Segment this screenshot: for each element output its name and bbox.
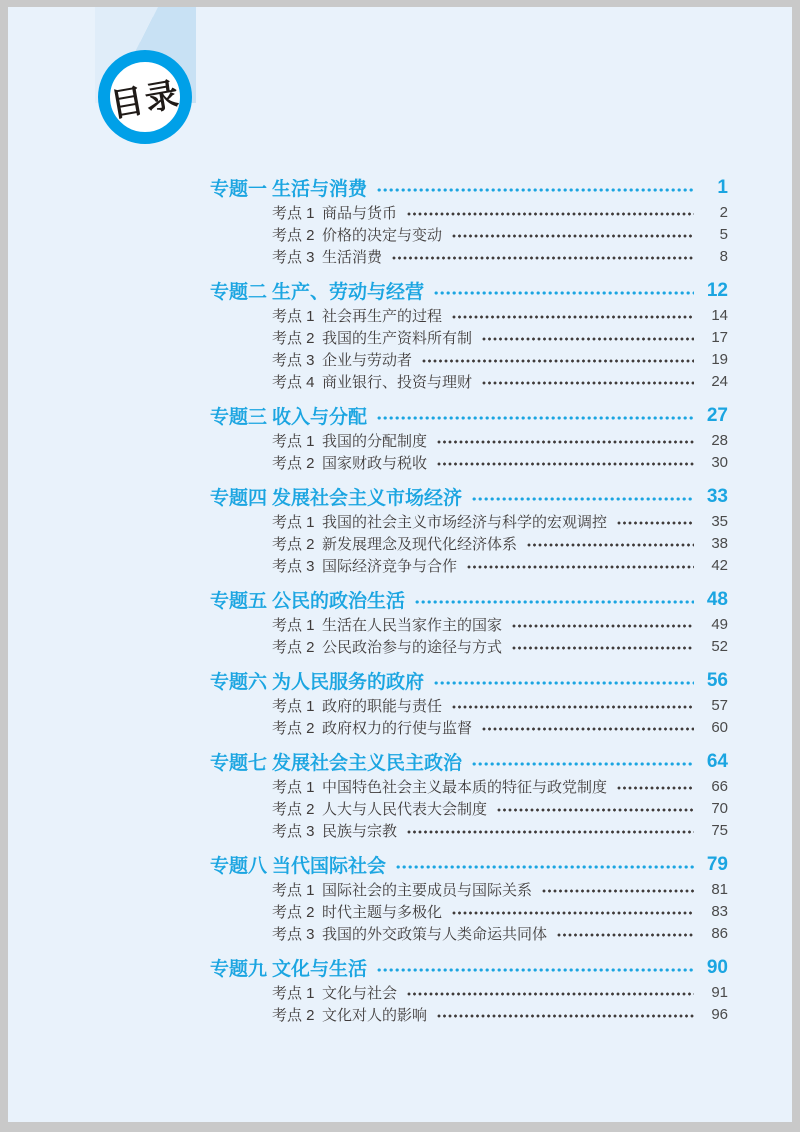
- item-title: 国际经济竞争与合作: [322, 557, 458, 575]
- item-page-number: 8: [719, 247, 728, 265]
- item-title: 价格的决定与变动: [322, 226, 443, 244]
- toc-item-row: [210, 797, 728, 819]
- dotted-leader: [557, 933, 694, 937]
- toc-item-row: [210, 304, 728, 326]
- chapter-page-number: 90: [706, 956, 728, 978]
- toc-item-row: [210, 201, 728, 223]
- dotted-leader: [437, 440, 694, 444]
- dotted-leader: [527, 543, 694, 547]
- dotted-leader: [415, 600, 694, 604]
- book-page: [8, 7, 792, 1122]
- item-title: 国家财政与税收: [322, 454, 428, 472]
- item-page-number: 75: [711, 821, 728, 839]
- chapter-label: 专题七: [210, 753, 268, 774]
- chapter-title: 发展社会主义市场经济: [272, 488, 463, 509]
- toc-item-row: [210, 694, 728, 716]
- item-title: 我国的分配制度: [322, 432, 428, 450]
- toc-item-row: [210, 878, 728, 900]
- toc-section: [210, 954, 728, 1025]
- item-title: 政府权力的行使与监督: [322, 719, 473, 737]
- dotted-leader: [452, 705, 694, 709]
- item-label: 考点 1: [272, 513, 315, 531]
- toc-item-row: [210, 451, 728, 473]
- chapter-label: 专题五: [210, 591, 268, 612]
- item-label: 考点 2: [272, 903, 315, 921]
- chapter-title: 生产、劳动与经营: [272, 282, 425, 303]
- dotted-leader: [617, 786, 694, 790]
- dotted-leader: [407, 830, 694, 834]
- toc-item-row: [210, 348, 728, 370]
- item-label: 考点 1: [272, 881, 315, 899]
- item-label: 考点 1: [272, 697, 315, 715]
- item-label: 考点 3: [272, 351, 315, 369]
- item-title: 文化对人的影响: [322, 1006, 428, 1024]
- chapter-title: 发展社会主义民主政治: [272, 753, 463, 774]
- item-label: 考点 3: [272, 557, 315, 575]
- dotted-leader: [497, 808, 694, 812]
- item-page-number: 57: [711, 696, 728, 714]
- item-title: 文化与社会: [322, 984, 398, 1002]
- toc-chapter-row: [210, 954, 728, 981]
- item-page-number: 24: [711, 372, 728, 390]
- chapter-title: 生活与消费: [272, 179, 368, 200]
- chapter-label: 专题三: [210, 407, 268, 428]
- chapter-page-number: 48: [706, 588, 728, 610]
- chapter-label: 专题八: [210, 856, 268, 877]
- dotted-leader: [512, 646, 694, 650]
- item-label: 考点 1: [272, 307, 315, 325]
- item-label: 考点 4: [272, 373, 315, 391]
- item-page-number: 42: [711, 556, 728, 574]
- item-title: 生活消费: [322, 248, 383, 266]
- chapter-page-number: 1: [717, 176, 728, 198]
- item-title: 人大与人民代表大会制度: [322, 800, 488, 818]
- item-label: 考点 3: [272, 822, 315, 840]
- dotted-leader: [452, 911, 694, 915]
- toc-chapter-row: [210, 402, 728, 429]
- item-title: 商业银行、投资与理财: [322, 373, 473, 391]
- item-title: 民族与宗教: [322, 822, 398, 840]
- dotted-leader: [407, 992, 694, 996]
- item-label: 考点 1: [272, 778, 315, 796]
- item-label: 考点 2: [272, 454, 315, 472]
- dotted-leader: [482, 727, 694, 731]
- item-page-number: 30: [711, 453, 728, 471]
- dotted-leader: [482, 337, 694, 341]
- item-title: 商品与货币: [322, 204, 398, 222]
- item-label: 考点 2: [272, 638, 315, 656]
- toc-item-row: [210, 532, 728, 554]
- item-page-number: 35: [711, 512, 728, 530]
- item-page-number: 2: [719, 203, 728, 221]
- item-title: 公民政治参与的途径与方式: [322, 638, 503, 656]
- item-label: 考点 2: [272, 1006, 315, 1024]
- toc-item-row: [210, 819, 728, 841]
- item-page-number: 86: [711, 924, 728, 942]
- chapter-label: 专题四: [210, 488, 268, 509]
- chapter-page-number: 64: [706, 750, 728, 772]
- item-label: 考点 1: [272, 432, 315, 450]
- chapter-page-number: 27: [706, 404, 728, 426]
- item-page-number: 96: [711, 1005, 728, 1023]
- toc-chapter-row: [210, 174, 728, 201]
- item-label: 考点 2: [272, 535, 315, 553]
- toc-section: [210, 483, 728, 576]
- toc-section: [210, 586, 728, 657]
- chapter-title: 文化与生活: [272, 959, 368, 980]
- toc-item-row: [210, 775, 728, 797]
- chapter-page-number: 56: [706, 669, 728, 691]
- dotted-leader: [434, 291, 694, 295]
- toc-item-row: [210, 510, 728, 532]
- item-title: 时代主题与多极化: [322, 903, 443, 921]
- toc-item-row: [210, 613, 728, 635]
- toc-item-row: [210, 635, 728, 657]
- item-page-number: 70: [711, 799, 728, 817]
- chapter-title: 为人民服务的政府: [272, 672, 425, 693]
- item-title: 企业与劳动者: [322, 351, 413, 369]
- dotted-leader: [377, 416, 694, 420]
- toc-item-row: [210, 326, 728, 348]
- dotted-leader: [542, 889, 694, 893]
- item-page-number: 81: [711, 880, 728, 898]
- toc-item-row: [210, 245, 728, 267]
- item-title: 我国的生产资料所有制: [322, 329, 473, 347]
- chapter-page-number: 33: [706, 485, 728, 507]
- toc-item-row: [210, 1003, 728, 1025]
- chapter-label: 专题九: [210, 959, 268, 980]
- item-label: 考点 1: [272, 984, 315, 1002]
- chapter-page-number: 12: [706, 279, 728, 301]
- item-title: 我国的社会主义市场经济与科学的宏观调控: [322, 513, 608, 531]
- dotted-leader: [617, 521, 694, 525]
- item-page-number: 19: [711, 350, 728, 368]
- item-title: 政府的职能与责任: [322, 697, 443, 715]
- toc-section: [210, 851, 728, 944]
- toc-section: [210, 402, 728, 473]
- item-title: 生活在人民当家作主的国家: [322, 616, 503, 634]
- toc-section: [210, 748, 728, 841]
- item-page-number: 14: [711, 306, 728, 324]
- chapter-label: 专题六: [210, 672, 268, 693]
- item-page-number: 60: [711, 718, 728, 736]
- dotted-leader: [434, 681, 694, 685]
- item-label: 考点 1: [272, 616, 315, 634]
- chapter-page-number: 79: [706, 853, 728, 875]
- toc-item-row: [210, 716, 728, 738]
- toc-chapter-row: [210, 483, 728, 510]
- item-page-number: 91: [711, 983, 728, 1001]
- toc-chapter-row: [210, 667, 728, 694]
- dotted-leader: [472, 497, 694, 501]
- item-page-number: 52: [711, 637, 728, 655]
- toc-section: [210, 667, 728, 738]
- item-page-number: 5: [719, 225, 728, 243]
- item-page-number: 49: [711, 615, 728, 633]
- toc-section: [210, 174, 728, 267]
- dotted-leader: [437, 462, 694, 466]
- item-page-number: 83: [711, 902, 728, 920]
- item-label: 考点 3: [272, 925, 315, 943]
- toc-badge-title: 目录: [107, 74, 184, 124]
- chapter-title: 收入与分配: [272, 407, 368, 428]
- item-label: 考点 1: [272, 204, 315, 222]
- dotted-leader: [452, 234, 694, 238]
- toc-chapter-row: [210, 277, 728, 304]
- dotted-leader: [392, 256, 694, 260]
- toc-item-row: [210, 429, 728, 451]
- item-title: 中国特色社会主义最本质的特征与政党制度: [322, 778, 608, 796]
- dotted-leader: [472, 762, 694, 766]
- toc-list: [210, 174, 728, 1035]
- item-title: 社会再生产的过程: [322, 307, 443, 325]
- chapter-title: 公民的政治生活: [272, 591, 406, 612]
- dotted-leader: [452, 315, 694, 319]
- item-page-number: 28: [711, 431, 728, 449]
- item-title: 我国的外交政策与人类命运共同体: [322, 925, 548, 943]
- toc-badge: [98, 50, 192, 144]
- dotted-leader: [407, 212, 694, 216]
- item-label: 考点 2: [272, 226, 315, 244]
- item-label: 考点 2: [272, 800, 315, 818]
- toc-item-row: [210, 370, 728, 392]
- item-label: 考点 2: [272, 329, 315, 347]
- dotted-leader: [396, 865, 694, 869]
- toc-chapter-row: [210, 851, 728, 878]
- dotted-leader: [377, 188, 694, 192]
- item-title: 国际社会的主要成员与国际关系: [322, 881, 533, 899]
- toc-item-row: [210, 922, 728, 944]
- toc-item-row: [210, 981, 728, 1003]
- toc-item-row: [210, 554, 728, 576]
- dotted-leader: [482, 381, 694, 385]
- item-page-number: 17: [711, 328, 728, 346]
- toc-chapter-row: [210, 586, 728, 613]
- dotted-leader: [422, 359, 694, 363]
- toc-chapter-row: [210, 748, 728, 775]
- dotted-leader: [512, 624, 694, 628]
- item-title: 新发展理念及现代化经济体系: [322, 535, 518, 553]
- toc-item-row: [210, 900, 728, 922]
- item-label: 考点 3: [272, 248, 315, 266]
- item-page-number: 38: [711, 534, 728, 552]
- dotted-leader: [437, 1014, 694, 1018]
- dotted-leader: [377, 968, 694, 972]
- toc-section: [210, 277, 728, 392]
- item-label: 考点 2: [272, 719, 315, 737]
- dotted-leader: [467, 565, 694, 569]
- item-page-number: 66: [711, 777, 728, 795]
- chapter-label: 专题一: [210, 179, 268, 200]
- chapter-label: 专题二: [210, 282, 268, 303]
- chapter-title: 当代国际社会: [272, 856, 387, 877]
- toc-item-row: [210, 223, 728, 245]
